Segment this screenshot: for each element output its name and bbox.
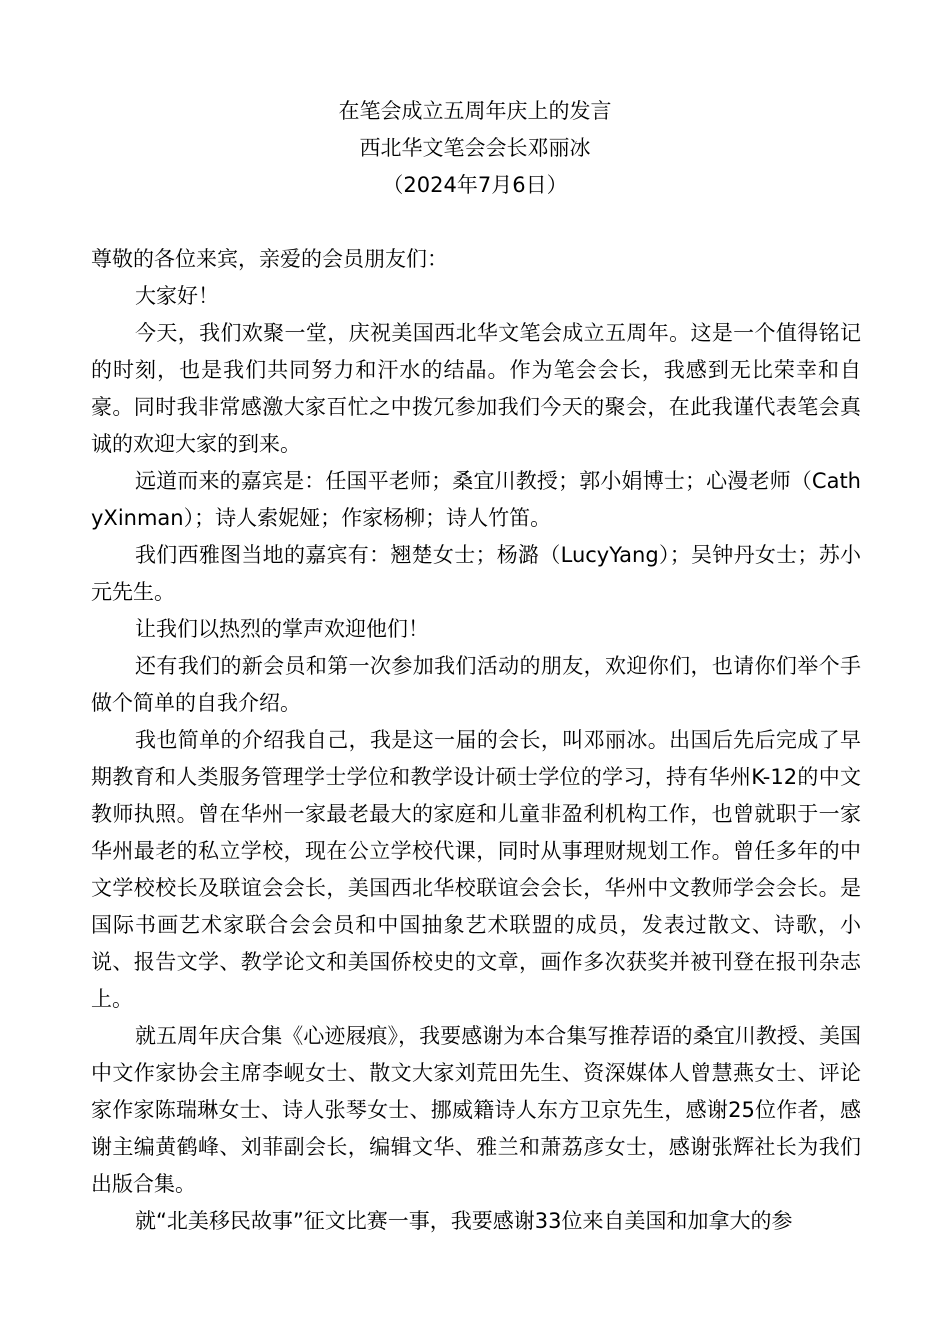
paragraph-self-introduction: 我也简单的介绍我自己，我是这一届的会长，叫邓丽冰。出国后先后完成了早期教育和人类服务管理学士学位和教学设计硕士学位的学习，持有华州K-12的中文教师执照。曾在华州一家最老最大的家庭和儿童非盈利机构工作，也曾就职于一家华州最老的私立学校，现在公立学校代课，同时从事理财规划工作。曾任多年的中文学校校长及联谊会会长，美国西北华校联谊会会长，华州中文教师学会会长。是国际书画艺术家联合会会员和中国抽象艺术联盟的成员，发表过散文、诗歌，小说、报告文学、教学论文和美国侨校史的文章，画作多次获奖并被刊登在报刊杂志上。	[91, 728, 861, 1011]
paragraph-new-members: 还有我们的新会员和第一次参加我们活动的朋友，欢迎你们，也请你们举个手做个简单的自我介绍。	[91, 654, 861, 715]
paragraph-applause: 让我们以热烈的掌声欢迎他们！	[135, 617, 429, 641]
author-line: 西北华文笔会会长邓丽冰	[359, 136, 591, 160]
date-line: （2024年7月6日）	[382, 173, 568, 197]
paragraph-greeting: 大家好！	[135, 284, 219, 308]
document-header	[0, 93, 950, 204]
paragraph-local-guests: 我们西雅图当地的嘉宾有：翘楚女士；杨潞（LucyYang）；吴钟丹女士；苏小元先生。	[91, 543, 861, 604]
paragraph-essay-contest: 就“北美移民故事”征文比赛一事，我要感谢33位来自美国和加拿大的参	[135, 1209, 793, 1233]
document-title: 在笔会成立五周年庆上的发言	[338, 99, 612, 123]
paragraph-opening: 今天，我们欢聚一堂，庆祝美国西北华文笔会成立五周年。这是一个值得铭记的时刻，也是我们共同努力和汗水的结晶。作为笔会会长，我感到无比荣幸和自豪。同时我非常感激大家百忙之中拨冗参加我们今天的聚会，在此我谨代表笔会真诚的欢迎大家的到来。	[91, 321, 861, 456]
paragraph-anthology-thanks: 就五周年庆合集《心迹屐痕》，我要感谢为本合集写推荐语的桑宜川教授、美国中文作家协会主席李岘女士、散文大家刘荒田先生、资深媒体人曾慧燕女士、评论家作家陈瑞琳女士、诗人张琴女士、挪威籍诗人东方卫京先生，感谢25位作者，感谢主编黄鹤峰、刘菲副会长，编辑文华、雅兰和萧荔彦女士，感谢张辉社长为我们出版合集。	[91, 1024, 861, 1196]
paragraph-distant-guests: 远道而来的嘉宾是：任国平老师；桑宜川教授；郭小娟博士；心漫老师（CathyXinman）；诗人索妮娅；作家杨柳；诗人竹笛。	[91, 469, 861, 530]
speech-body	[91, 241, 861, 1240]
salutation: 尊敬的各位来宾，亲爱的会员朋友们：	[91, 247, 448, 271]
